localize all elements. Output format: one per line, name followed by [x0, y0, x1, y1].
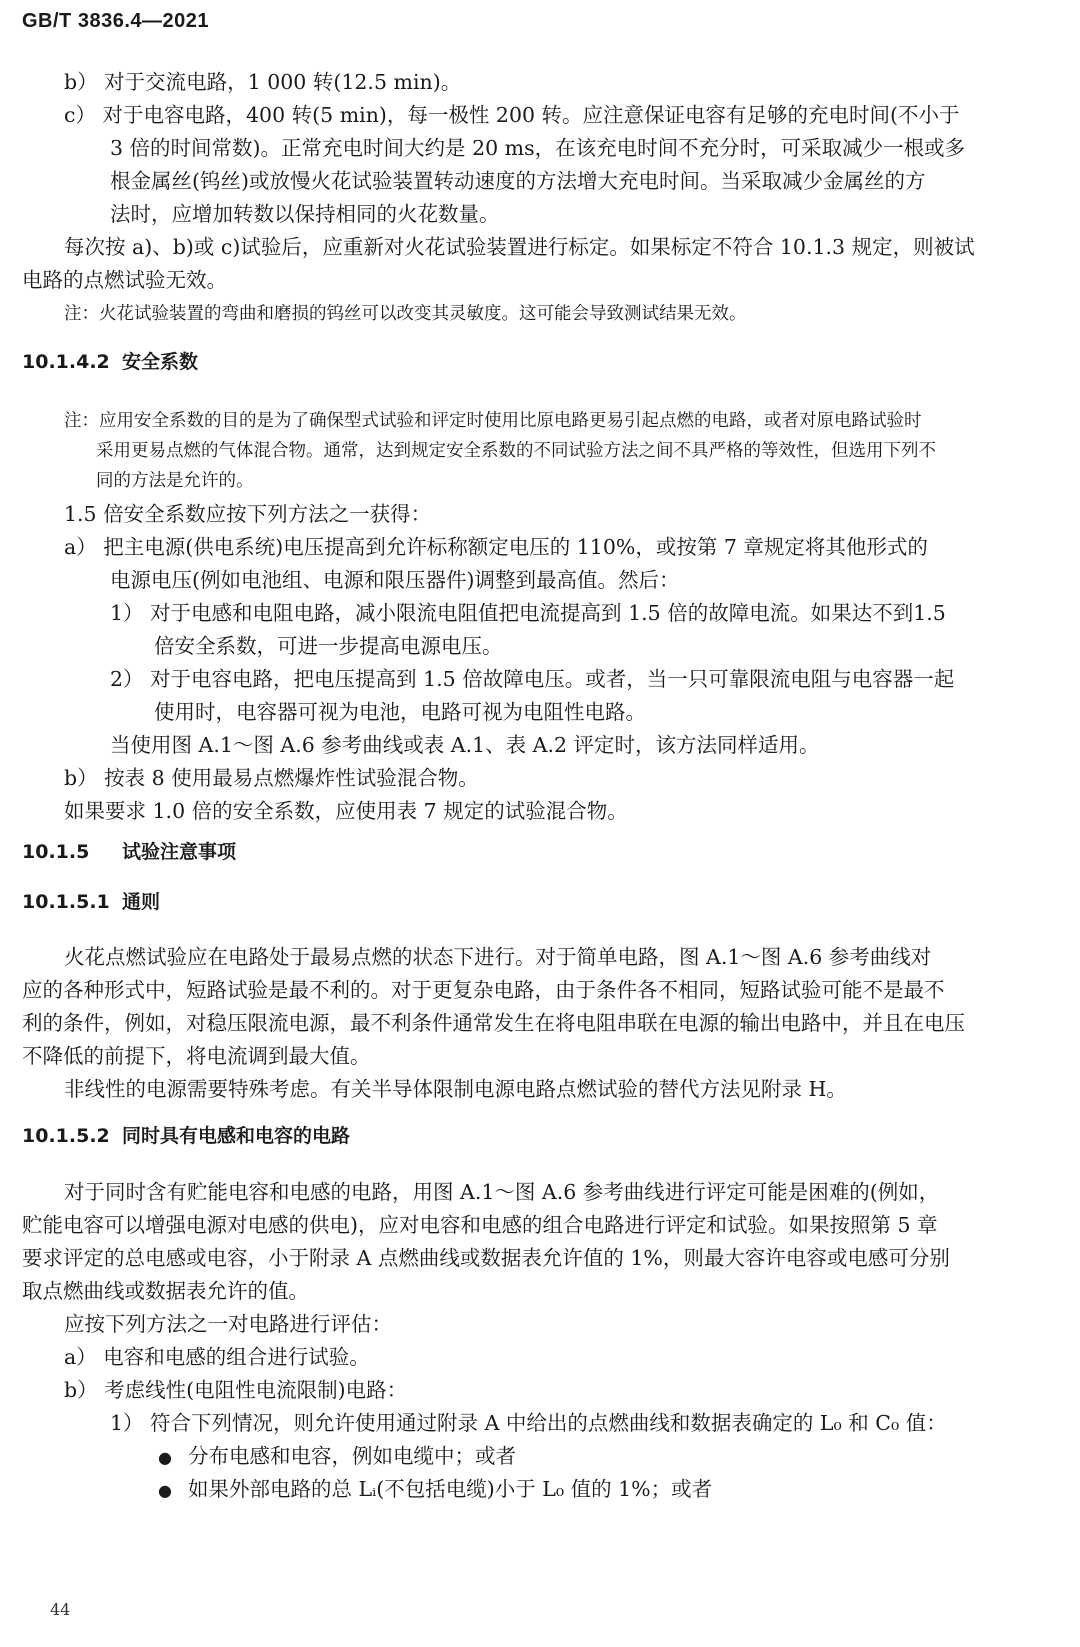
section-title: 试验注意事项 — [122, 841, 237, 863]
note-line: 注：火花试验装置的弯曲和磨损的钨丝可以改变其灵敏度。这可能会导致测试结果无效。 — [64, 304, 747, 324]
section-number: 10.1.5.1 — [22, 891, 110, 913]
section-heading — [22, 1122, 350, 1150]
text-line: 3 倍的时间常数)。正常充电时间大约是 20 ms，在该充电时间不充分时，可采取减少一根或多 — [110, 136, 966, 160]
text-line: b） 按表 8 使用最易点燃爆炸性试验混合物。 — [64, 766, 479, 790]
text-line: 使用时，电容器可视为电池，电路可视为电阻性电路。 — [154, 700, 646, 724]
section-number: 10.1.5 — [22, 841, 90, 863]
text-line: 应的各种形式中，短路试验是最不利的。对于更复杂电路，由于条件各不相同，短路试验可能不是最不 — [22, 978, 945, 1002]
text-line: 利的条件，例如，对稳压限流电源，最不利条件通常发生在将电阻串联在电源的输出电路中，并且在电压 — [22, 1011, 965, 1035]
bullet-text: 分布电感和电容，例如电缆中；或者 — [188, 1444, 516, 1468]
text-line: 1） 符合下列情况，则允许使用通过附录 A 中给出的点燃曲线和数据表确定的 L₀ 和 C₀ 值： — [110, 1411, 947, 1435]
section-number: 10.1.4.2 — [22, 351, 110, 373]
bullet-text: 如果外部电路的总 Lᵢ(不包括电缆)小于 L₀ 值的 1%；或者 — [188, 1477, 713, 1501]
note-line: 注：应用安全系数的目的是为了确保型式试验和评定时使用比原电路更易引起点燃的电路，或者对原电路试验时 — [64, 411, 922, 431]
section-title: 通则 — [122, 891, 161, 913]
bullet-item — [158, 1442, 516, 1472]
text-line: c） 对于电容电路，400 转(5 min)，每一极性 200 转。应注意保证电容有足够的充电时间(不小于 — [64, 103, 960, 127]
text-line: 2） 对于电容电路，把电压提高到 1.5 倍故障电压。或者，当一只可靠限流电阻与电容器一起 — [110, 667, 955, 691]
text-line: 贮能电容可以增强电源对电感的供电)，应对电容和电感的组合电路进行评定和试验。如果按照第 5 章 — [22, 1213, 938, 1237]
section-heading — [22, 838, 236, 866]
text-line: b） 考虑线性(电阻性电流限制)电路： — [64, 1378, 408, 1402]
note-line: 同的方法是允许的。 — [96, 471, 254, 491]
page-number: 44 — [50, 1600, 71, 1619]
text-line: 火花点燃试验应在电路处于最易点燃的状态下进行。对于简单电路，图 A.1～图 A.6 参考曲线对 — [64, 945, 932, 969]
text-line: 1） 对于电感和电阻电路，减小限流电阻值把电流提高到 1.5 倍的故障电流。如果达不到1.5 — [110, 601, 946, 625]
text-line: b） 对于交流电路，1 000 转(12.5 min)。 — [64, 70, 462, 94]
text-line: 每次按 a)、b)或 c)试验后，应重新对火花试验装置进行标定。如果标定不符合 10.1.3 规定，则被试 — [64, 235, 975, 259]
standard-header: GB/T 3836.4—2021 — [22, 10, 209, 32]
text-line: 倍安全系数，可进一步提高电源电压。 — [154, 634, 503, 658]
section-heading — [22, 888, 160, 916]
text-line: 电源电压(例如电池组、电源和限压器件)调整到最高值。然后： — [110, 568, 680, 592]
text-line: 不降低的前提下，将电流调到最大值。 — [22, 1044, 371, 1068]
text-line: 法时，应增加转数以保持相同的火花数量。 — [110, 202, 500, 226]
section-heading — [22, 348, 198, 376]
note-line: 采用更易点燃的气体混合物。通常，达到规定安全系数的不同试验方法之间不具严格的等效性，但选用下列不 — [96, 441, 936, 461]
text-line: 如果要求 1.0 倍的安全系数，应使用表 7 规定的试验混合物。 — [64, 799, 628, 823]
text-line: 非线性的电源需要特殊考虑。有关半导体限制电源电路点燃试验的替代方法见附录 H。 — [64, 1077, 847, 1101]
text-line: a） 把主电源(供电系统)电压提高到允许标称额定电压的 110%，或按第 7 章规定将其他形式的 — [64, 535, 928, 559]
text-line: 根金属丝(钨丝)或放慢火花试验装置转动速度的方法增大充电时间。当采取减少金属丝的方 — [110, 169, 926, 193]
section-title: 安全系数 — [122, 351, 199, 373]
text-line: 应按下列方法之一对电路进行评估： — [64, 1312, 392, 1336]
text-line: 取点燃曲线或数据表允许的值。 — [22, 1279, 309, 1303]
text-line: 当使用图 A.1～图 A.6 参考曲线或表 A.1、表 A.2 评定时，该方法同样适用。 — [110, 733, 820, 757]
text-line: 电路的点燃试验无效。 — [22, 268, 227, 292]
section-number: 10.1.5.2 — [22, 1125, 110, 1147]
text-line: 要求评定的总电感或电容，小于附录 A 点燃曲线或数据表允许值的 1%，则最大容许电容或电感可分别 — [22, 1246, 950, 1270]
text-line: 1.5 倍安全系数应按下列方法之一获得： — [64, 502, 432, 526]
bullet-item — [158, 1475, 712, 1505]
text-line: a） 电容和电感的组合进行试验。 — [64, 1345, 370, 1369]
section-title: 同时具有电感和电容的电路 — [122, 1125, 351, 1147]
text-line: 对于同时含有贮能电容和电感的电路，用图 A.1～图 A.6 参考曲线进行评定可能是困难的(例如， — [64, 1180, 940, 1204]
